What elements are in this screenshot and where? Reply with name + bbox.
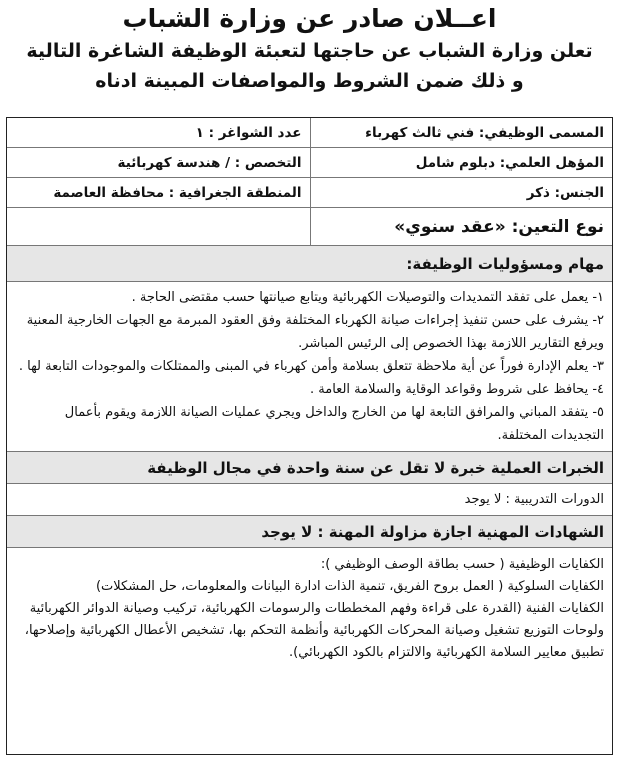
job-info-grid bbox=[7, 118, 612, 246]
announcement-title: اعــلان صادر عن وزارة الشباب bbox=[122, 4, 497, 33]
gender: الجنس: ذكر bbox=[310, 178, 613, 208]
job-details-box bbox=[6, 117, 613, 755]
announcement-subtitle: تعلن وزارة الشباب عن حاجتها لتعبئة الوظيفة الشاغرة التالية bbox=[26, 40, 593, 62]
appointment-type: نوع التعين: «عقد سنوي» bbox=[310, 208, 613, 246]
qualification: المؤهل العلمي: دبلوم شامل bbox=[310, 148, 613, 178]
behavioral-competencies: الكفايات السلوكية ( العمل بروح الفريق، تنمية الذات ادارة البيانات والمعلومات، حل المشكلات) bbox=[95, 579, 604, 594]
duty-item: ٢- يشرف على حسن تنفيذ إجراءات صيانة الكهرباء المختلفة وفق العقود المبرمة مع الجهات الخارجية المعنية ويرفع التقارير اللازمة بهذا الخصوص إلى الرئيس المباشر. bbox=[26, 313, 604, 351]
duty-item: ١- يعمل على تفقد التمديدات والتوصيلات الكهربائية ويتابع صيانتها حسب مقتضى الحاجة . bbox=[131, 290, 604, 305]
certificates-heading: الشهادات المهنية اجازة مزاولة المهنة : لا يوجد bbox=[7, 516, 612, 548]
duties-list bbox=[7, 282, 612, 452]
duty-item: ٤- يحافظ على شروط وقواعد الوقاية والسلامة العامة . bbox=[310, 382, 604, 397]
vacancies: عدد الشواغر : ١ bbox=[7, 118, 310, 148]
courses-text: الدورات التدريبية : لا يوجد bbox=[7, 484, 612, 516]
experience-heading: الخبرات العملية خبرة لا تقل عن سنة واحدة في مجال الوظيفة bbox=[7, 452, 612, 484]
competencies-section bbox=[7, 548, 612, 670]
technical-competencies: الكفايات الفنية (القدرة على قراءة وفهم المخططات والرسومات الكهربائية، تركيب وصيانة الدوائر الكهربائية ولوحات التوزيع تشغيل وصيانة المحركات الكهربائية وأنظمة التحكم بها، تشخيص الأعطال الكهربائية وإصلاحها، تطبيق معايير السلامة الكهربائية والالتزام بالكود الكهربائي). bbox=[24, 601, 604, 660]
duty-item: ٥- يتفقد المباني والمرافق التابعة لها من الخارج والداخل ويجري عمليات الصيانة اللازمة ويقوم بأعمال التجديدات المختلفة. bbox=[64, 405, 604, 443]
duty-item: ٣- يعلم الإدارة فوراً عن أية ملاحظة تتعلق بسلامة وأمن كهرباء في المبنى والممتلكات والموجودات التابعة لها . bbox=[18, 359, 604, 374]
specialization: التخصص : / هندسة كهربائية bbox=[7, 148, 310, 178]
region: المنطقة الجغرافية : محافظة العاصمة bbox=[7, 178, 310, 208]
duties-heading: مهام ومسؤوليات الوظيفة: bbox=[7, 246, 612, 282]
job-title: المسمى الوظيفي: فني ثالث كهرباء bbox=[310, 118, 613, 148]
empty-cell bbox=[7, 208, 310, 246]
announcement-subtitle-2: و ذلك ضمن الشروط والمواصفات المبينة ادناه bbox=[95, 70, 524, 92]
functional-competencies: الكفايات الوظيفية ( حسب بطاقة الوصف الوظيفي ): bbox=[320, 557, 604, 572]
